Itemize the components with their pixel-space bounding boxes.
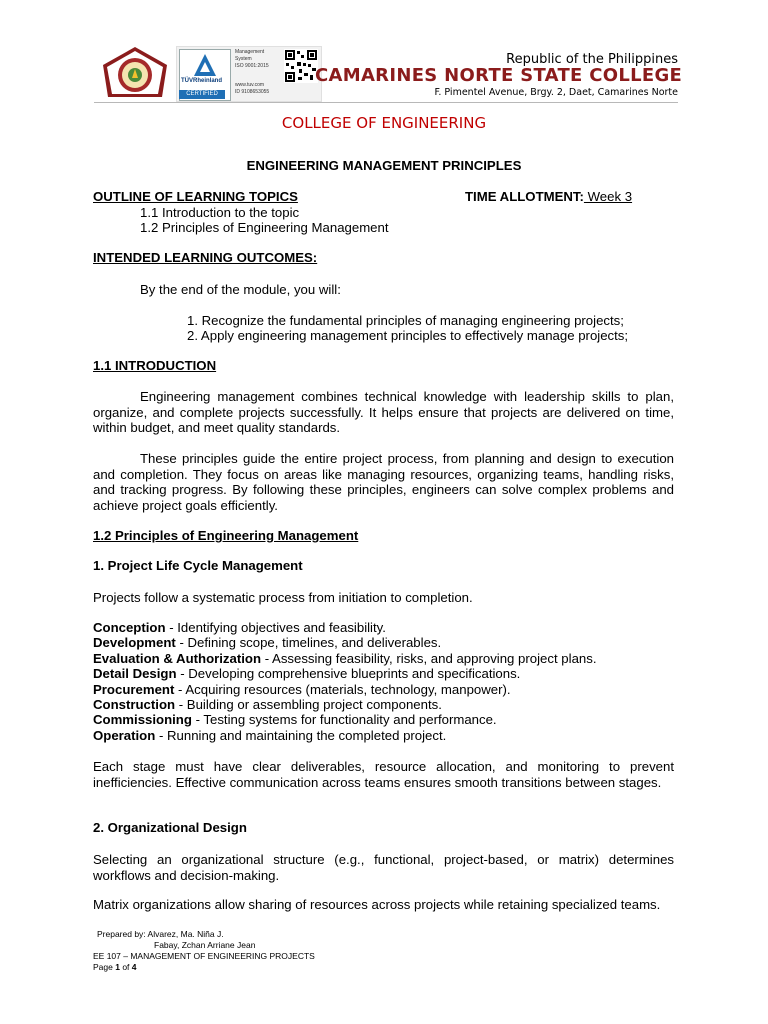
page-of: of bbox=[119, 962, 132, 972]
stage-desc: - Assessing feasibility, risks, and approving project plans. bbox=[261, 651, 597, 666]
stage-term: Detail Design bbox=[93, 666, 177, 681]
tuv-line-3: ISO 9001:2015 bbox=[235, 63, 269, 69]
tuv-line-1: Management bbox=[235, 49, 265, 55]
stage-desc: - Running and maintaining the completed project. bbox=[155, 728, 447, 743]
org-paragraph-2: Matrix organizations allow sharing of resources across projects while retaining specialized teams. bbox=[93, 897, 661, 912]
intro-paragraph-1: Engineering management combines technical knowledge with leadership skills to plan, organize, and complete projects successfully. It helps ensure that projects are delivered on time, within budget, and meet quality standards. bbox=[93, 389, 674, 435]
tuv-web: www.tuv.com bbox=[235, 82, 265, 88]
tuv-brand-text: TÜVRheinland bbox=[181, 78, 223, 84]
stage-term: Evaluation & Authorization bbox=[93, 651, 262, 666]
tuv-certification-badge bbox=[176, 46, 322, 102]
topic-item: 1.2 Principles of Engineering Management bbox=[140, 220, 389, 235]
stage-item bbox=[93, 651, 597, 667]
tuv-line-2: System bbox=[235, 56, 252, 62]
ilo-item: 2. Apply engineering management principles to effectively manage projects; bbox=[187, 328, 629, 343]
college-address: F. Pimentel Avenue, Brgy. 2, Daet, Camarines Norte bbox=[434, 87, 678, 98]
document-title: ENGINEERING MANAGEMENT PRINCIPLES bbox=[246, 158, 522, 173]
tuv-certified-label: CERTIFIED bbox=[179, 90, 225, 99]
prepared-by: Prepared by: Alvarez, Ma. Niña J. bbox=[97, 929, 224, 939]
stage-item bbox=[93, 697, 442, 713]
stage-item bbox=[93, 682, 511, 698]
time-allotment bbox=[465, 189, 632, 205]
stage-term: Procurement bbox=[93, 682, 175, 697]
stage-item bbox=[93, 728, 446, 744]
outline-heading: OUTLINE OF LEARNING TOPICS bbox=[93, 189, 298, 204]
intro-paragraph-2: These principles guide the entire project process, from planning and design to execution and completion. They focus on areas like managing resources, organizing teams, handling risks, and tracking progress. By following these principles, engineers can solve complex problems and achieve project goals efficiently. bbox=[93, 451, 674, 513]
course-code: EE 107 – MANAGEMENT OF ENGINEERING PROJECTS bbox=[93, 951, 315, 961]
introduction-heading: 1.1 INTRODUCTION bbox=[93, 358, 217, 373]
stage-term: Operation bbox=[93, 728, 156, 743]
stage-item bbox=[93, 666, 520, 682]
time-allotment-label: TIME ALLOTMENT: bbox=[465, 189, 584, 204]
stage-desc: - Identifying objectives and feasibility. bbox=[165, 620, 386, 635]
page-number bbox=[93, 962, 137, 972]
ilo-item: 1. Recognize the fundamental principles of managing engineering projects; bbox=[187, 313, 624, 328]
college-name: CAMARINES NORTE STATE COLLEGE bbox=[315, 65, 683, 86]
org-heading: 2. Organizational Design bbox=[93, 820, 247, 835]
stage-item bbox=[93, 635, 441, 651]
college-seal-logo bbox=[100, 45, 170, 105]
qr-code-icon bbox=[284, 49, 318, 83]
plc-heading: 1. Project Life Cycle Management bbox=[93, 558, 303, 573]
stage-item bbox=[93, 712, 497, 728]
stage-desc: - Developing comprehensive blueprints and specifications. bbox=[176, 666, 521, 681]
plc-intro: Projects follow a systematic process from initiation to completion. bbox=[93, 590, 473, 605]
stage-term: Construction bbox=[93, 697, 176, 712]
tuv-id: ID 9108653055 bbox=[235, 89, 270, 95]
prepared-by-2: Fabay, Zchan Arriane Jean bbox=[154, 940, 256, 950]
department-name: COLLEGE OF ENGINEERING bbox=[281, 114, 487, 132]
ilo-intro: By the end of the module, you will: bbox=[140, 282, 341, 297]
header-divider bbox=[94, 102, 678, 103]
org-paragraph-1: Selecting an organizational structure (e.g., functional, project-based, or matrix) determines workflows and decision-making. bbox=[93, 852, 674, 883]
republic-line: Republic of the Philippines bbox=[506, 52, 678, 67]
stage-desc: - Defining scope, timelines, and deliverables. bbox=[175, 635, 442, 650]
page-total: 4 bbox=[131, 962, 137, 972]
page-label: Page bbox=[93, 962, 116, 972]
page-current: 1 bbox=[115, 962, 120, 972]
principles-heading: 1.2 Principles of Engineering Management bbox=[93, 528, 359, 543]
stage-item bbox=[93, 620, 386, 636]
stage-term: Conception bbox=[93, 620, 166, 635]
stage-desc: - Acquiring resources (materials, technology, manpower). bbox=[174, 682, 511, 697]
topic-item: 1.1 Introduction to the topic bbox=[140, 205, 300, 220]
stage-desc: - Building or assembling project components. bbox=[175, 697, 442, 712]
time-allotment-value: Week 3 bbox=[583, 189, 633, 204]
stage-term: Development bbox=[93, 635, 176, 650]
stage-desc: - Testing systems for functionality and performance. bbox=[191, 712, 497, 727]
stage-term: Commissioning bbox=[93, 712, 192, 727]
ilo-heading: INTENDED LEARNING OUTCOMES: bbox=[93, 250, 318, 265]
plc-outro-paragraph: Each stage must have clear deliverables, resource allocation, and monitoring to prevent inefficiencies. Effective communication across teams ensures smooth transitions between stages. bbox=[93, 759, 674, 790]
